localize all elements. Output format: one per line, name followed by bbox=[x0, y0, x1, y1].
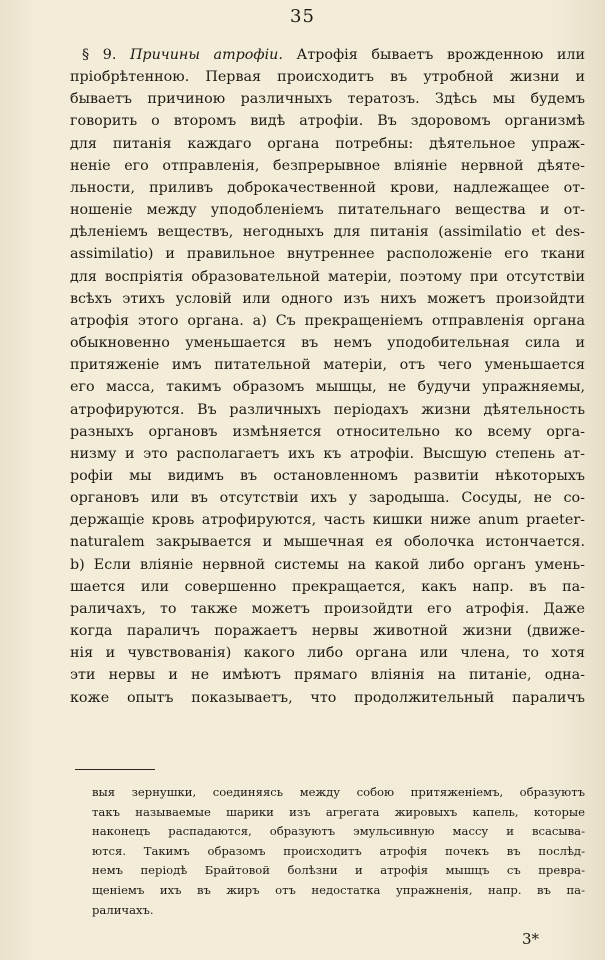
footnote-line: щеніемъ ихъ въ жиръ отъ недостатка упражненія, напр. въ па- bbox=[92, 882, 585, 897]
text-line: шается или совершенно прекращается, какъ напр. въ па- bbox=[70, 578, 585, 595]
text-line: раличахъ, то также можетъ произойдти его атрофія. Даже bbox=[70, 600, 585, 617]
main-text-block bbox=[70, 44, 585, 709]
text-line: говорить о второмъ видѣ атрофіи. Въ здоровомъ организмѣ bbox=[70, 113, 585, 130]
text-line: льности, приливъ доброкачественной крови, надлежащее от- bbox=[70, 179, 585, 196]
text-line: обыкновенно уменьшается въ немъ уподобительная сила и bbox=[70, 335, 585, 352]
text-line: дѣленіемъ веществъ, негодныхъ для питанія (assimilatio et des- bbox=[70, 224, 585, 241]
footnote-line: выя зернушки, соединяясь между собою притяженіемъ, образуютъ bbox=[92, 785, 585, 799]
section-mark: § 9. bbox=[82, 47, 117, 63]
text-line: Атрофія бываетъ врожденною или bbox=[296, 47, 585, 63]
text-line: притяженіе имъ питательной матеріи, отъ чего уменьшается bbox=[70, 357, 585, 374]
text-line: ношеніе между уподобленіемъ питательнаго вещества и от- bbox=[70, 202, 585, 219]
text-line: b) Если вліяніе нервной системы на какой либо органъ умень- bbox=[70, 556, 585, 573]
footnote-divider bbox=[75, 769, 155, 770]
text-line: всѣхъ этихъ условій или одного изъ нихъ можетъ произойдти bbox=[70, 290, 585, 307]
text-line: неніе его отправленія, безпрерывное вліяніе нервной дѣяте- bbox=[70, 157, 585, 174]
text-line: атрофія этого органа. а) Съ прекращеніемъ отправленія органа bbox=[70, 312, 585, 329]
text-line: держащіе кровь атрофируются, часть кишки ниже anum praeter- bbox=[70, 512, 585, 529]
text-line: его масса, такимъ образомъ мышцы, не будучи упражняемы, bbox=[70, 379, 585, 396]
footnote-block bbox=[92, 783, 585, 920]
text-line: коже опытъ показываетъ, что продолжительный параличъ bbox=[70, 689, 585, 706]
text-line: бываетъ причиною различныхъ тератозъ. Здѣсь мы будемъ bbox=[70, 91, 585, 108]
footnote-line: раличахъ. bbox=[92, 902, 154, 917]
text-line: нія и чувствованія) какого либо органа или члена, то хотя bbox=[70, 645, 585, 662]
footnote-line: немъ періодѣ Брайтовой болѣзни и атрофія мышцъ съ превра- bbox=[92, 863, 585, 878]
section-heading-line bbox=[70, 44, 585, 66]
text-line: пріобрѣтенною. Первая происходитъ въ утробной жизни и bbox=[70, 69, 585, 86]
text-line: эти нервы и не имѣютъ прямаго вліянія на питаніе, одна- bbox=[70, 667, 585, 684]
text-line: атрофируются. Въ различныхъ періодахъ жизни дѣятельность bbox=[70, 401, 585, 418]
text-line: для воспріятія образовательной матеріи, поэтому при отсутствіи bbox=[70, 268, 585, 285]
text-line: когда параличъ поражаетъ нервы животной жизни (движе- bbox=[70, 623, 585, 640]
text-line: для питанія каждаго органа потребны: дѣятельное упраж- bbox=[70, 135, 585, 152]
text-line: рофіи мы видимъ въ остановленномъ развитіи нѣкоторыхъ bbox=[70, 467, 585, 484]
text-line: assimilatio) и правильное внутреннее расположеніе его ткани bbox=[70, 246, 585, 263]
text-line: naturalem закрывается и мышечная ея оболочка истончается. bbox=[70, 534, 585, 551]
section-title: Причины атрофіи. bbox=[129, 47, 283, 63]
text-line: разныхъ органовъ измѣняется относительно ко всему орга- bbox=[70, 423, 585, 440]
text-line: низму и это располагаетъ ихъ къ атрофіи. Высшую степень ат- bbox=[70, 445, 585, 462]
footnote-line: ются. Такимъ образомъ происходитъ атрофія почекъ въ послѣд- bbox=[92, 843, 585, 858]
footnote-line: такъ называемые шарики изъ агрегата жировыхъ капель, которые bbox=[92, 804, 585, 819]
text-line: органовъ или въ отсутствіи ихъ у зародыша. Сосуды, не со- bbox=[70, 490, 585, 507]
footnote-line: наконецъ распадаются, образуютъ эмульсивную массу и всасыва- bbox=[92, 824, 585, 839]
printer-signature-mark: 3* bbox=[522, 930, 540, 948]
page-number: 35 bbox=[290, 6, 315, 27]
